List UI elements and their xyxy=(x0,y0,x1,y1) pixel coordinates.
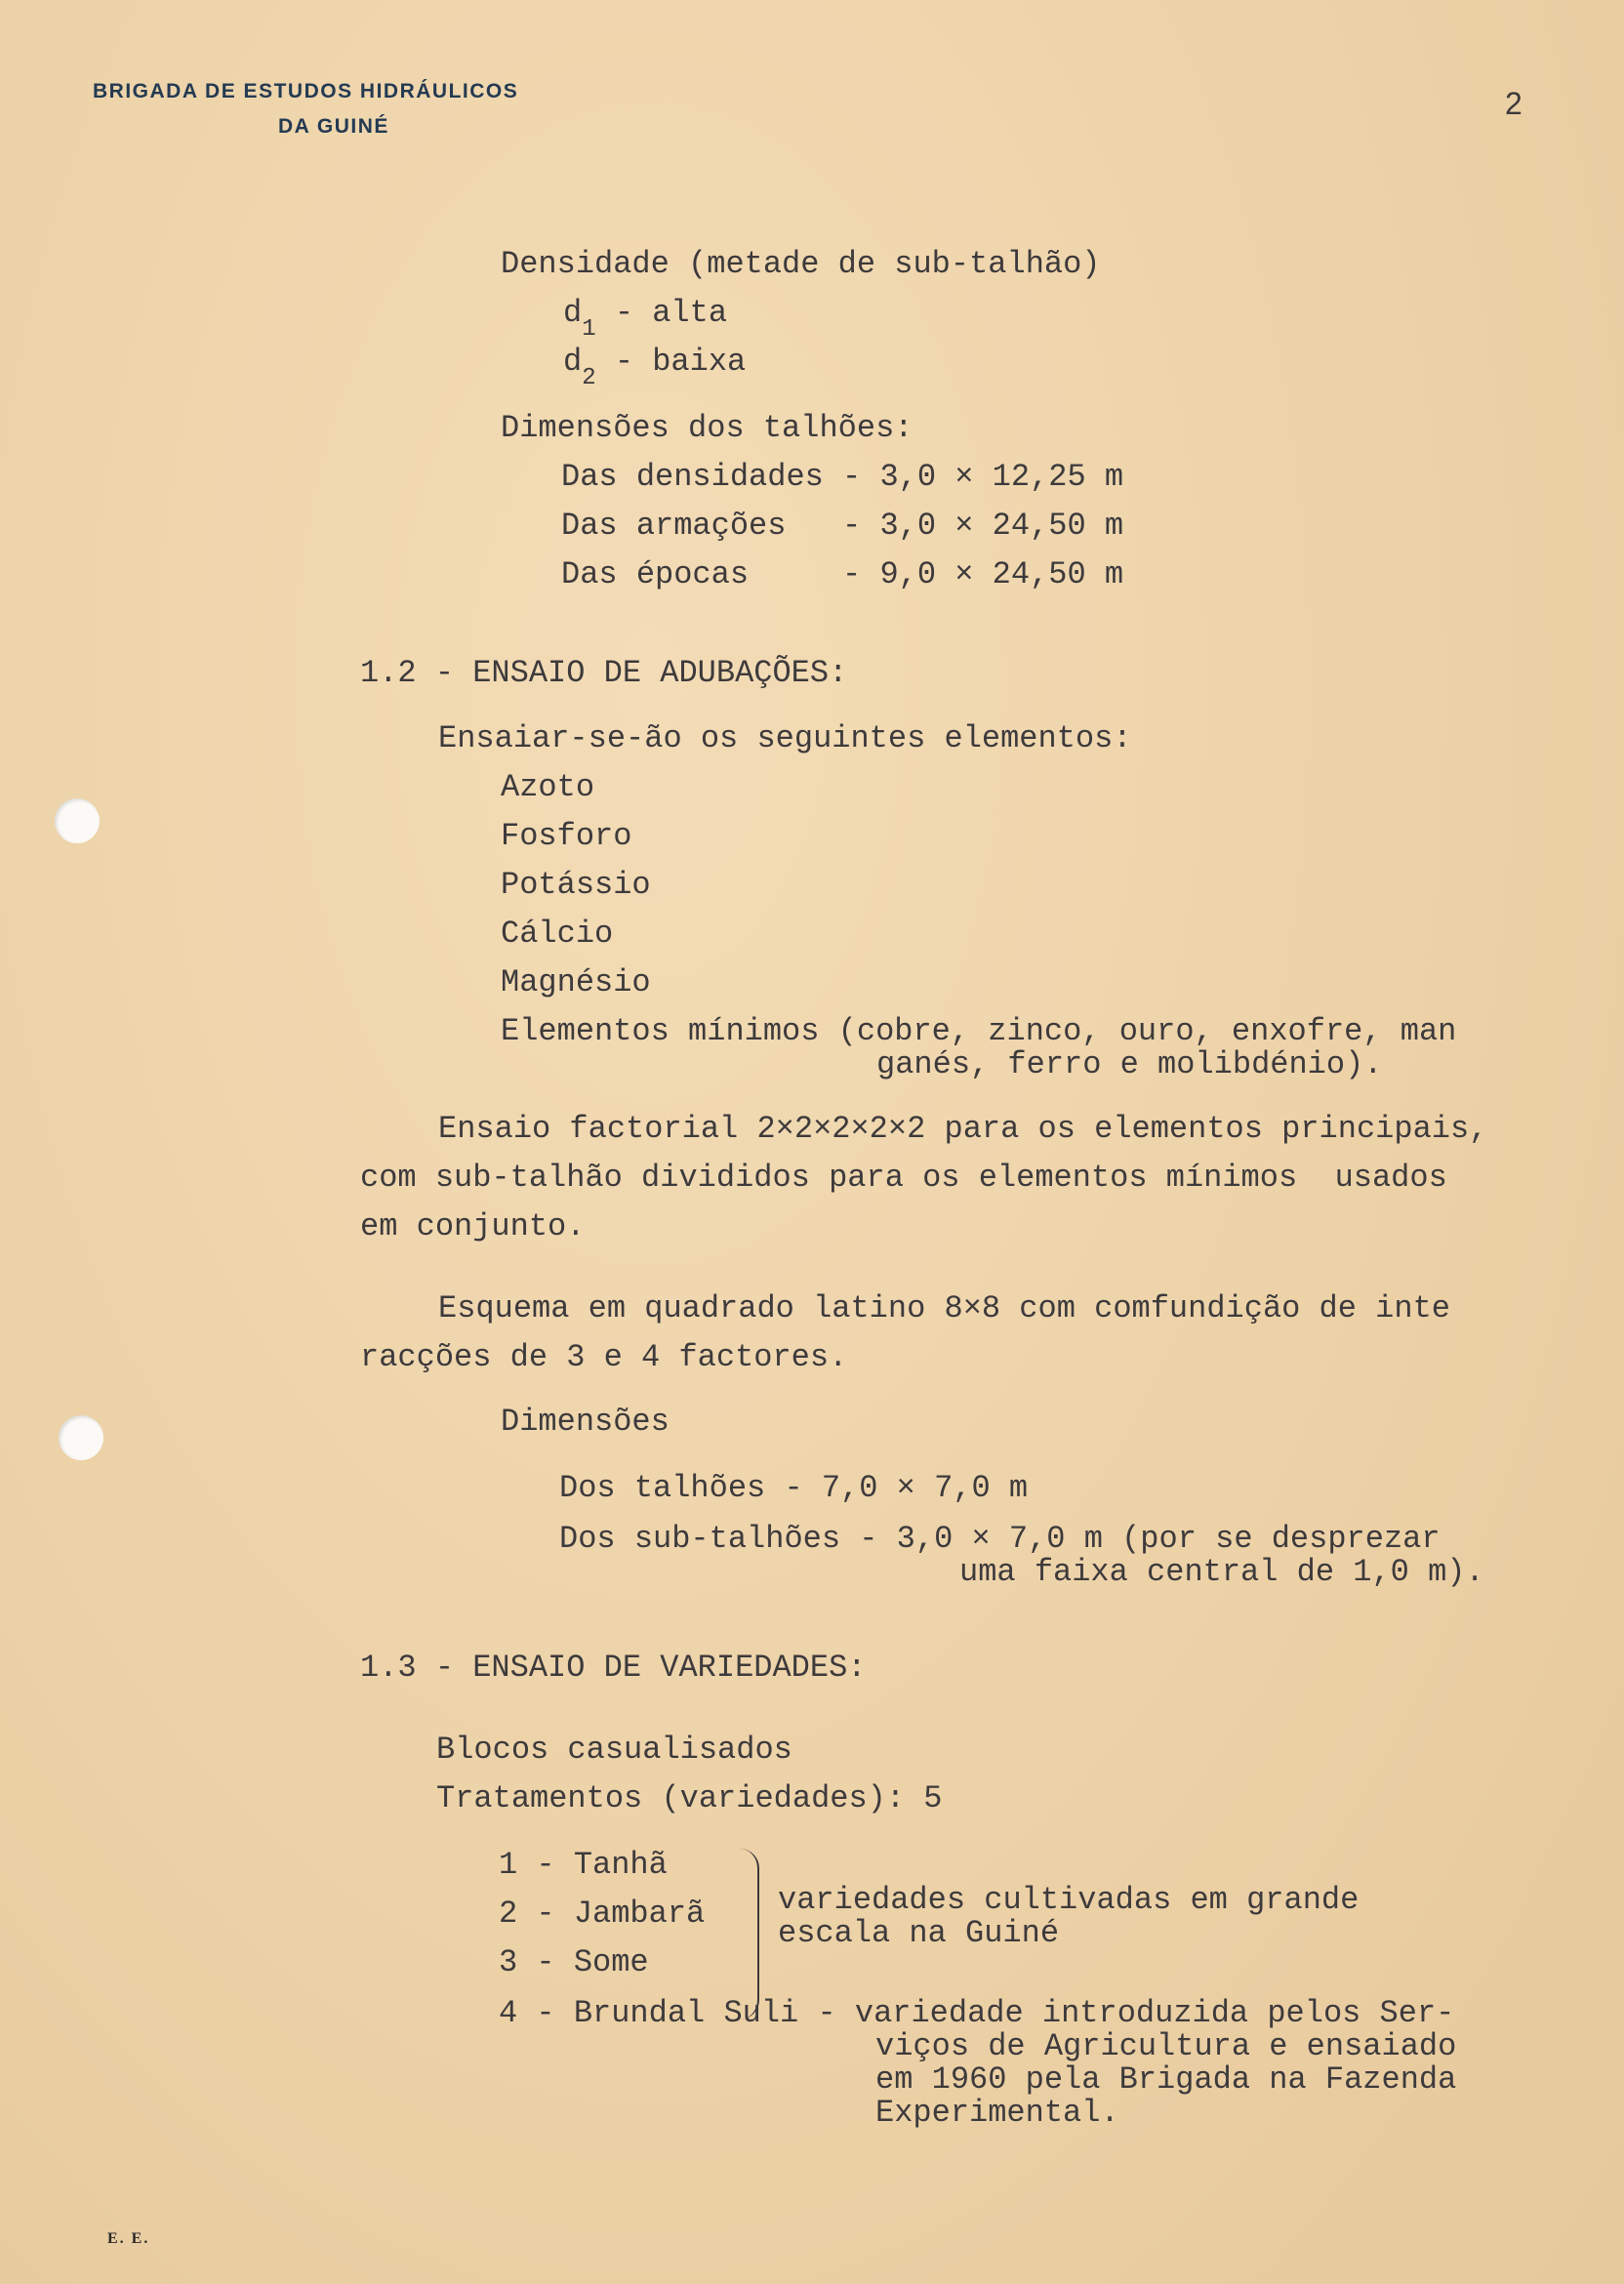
letterhead-line2: DA GUINÉ xyxy=(278,115,389,138)
variety-item: 2 - Jambarã xyxy=(499,1896,706,1932)
variety-4-description: em 1960 pela Brigada na Fazenda xyxy=(875,2061,1457,2098)
latin-square-line: racções de 3 e 4 factores. xyxy=(360,1339,848,1375)
section-heading-1-3: 1.3 - ENSAIO DE VARIEDADES: xyxy=(360,1650,867,1686)
density-title: Densidade (metade de sub-talhão) xyxy=(501,246,1101,282)
dimensions-title: Dimensões dos talhões: xyxy=(501,410,914,446)
density-d2: $d_2$ - baixa xyxy=(563,344,747,391)
factorial-line: Ensaio factorial 2×2×2×2×2 para os elementos principais, xyxy=(438,1111,1488,1147)
treatments-line: Tratamentos (variedades): 5 xyxy=(436,1780,943,1816)
variety-group-note: escala na Guiné xyxy=(778,1915,1060,1951)
dimension-row: Das densidades - 3,0 × 12,25 m xyxy=(561,459,1124,495)
density-d1: $d_1$ - alta xyxy=(563,295,728,343)
dimension-subtalhoes-cont: uma faixa central de 1,0 m). xyxy=(959,1554,1484,1590)
variety-item: 3 - Some xyxy=(499,1944,649,1980)
variety-group-note: variedades cultivadas em grande xyxy=(778,1882,1360,1918)
factorial-line: em conjunto. xyxy=(360,1208,586,1244)
element-item: Magnésio xyxy=(501,964,651,1000)
elements-minimos-cont: ganés, ferro e molibdénio). xyxy=(876,1046,1383,1082)
elements-minimos: Elementos mínimos (cobre, zinco, ouro, enxofre, man xyxy=(501,1013,1457,1049)
page-number: 2 xyxy=(1505,86,1522,121)
grouping-brace xyxy=(740,1849,759,2019)
variety-4-description: viços de Agricultura e ensaiado xyxy=(875,2028,1457,2064)
variety-4-description: Experimental. xyxy=(875,2095,1119,2131)
dimensions-subtitle: Dimensões xyxy=(501,1404,670,1440)
dimension-subtalhoes: Dos sub-talhões - 3,0 × 7,0 m (por se desprezar xyxy=(559,1521,1441,1557)
punch-hole xyxy=(59,1415,103,1460)
dimension-row: Das armações - 3,0 × 24,50 m xyxy=(561,508,1124,544)
footer-initials: E. E. xyxy=(107,2230,150,2247)
letterhead-line1: BRIGADA DE ESTUDOS HIDRÁULICOS xyxy=(93,80,519,102)
section-heading-1-2: 1.2 - ENSAIO DE ADUBAÇÕES: xyxy=(360,655,848,691)
variety-item: 1 - Tanhã xyxy=(499,1847,668,1883)
element-item: Cálcio xyxy=(501,916,614,952)
latin-square-line: Esquema em quadrado latino 8×8 com comfundição de inte xyxy=(438,1290,1450,1326)
dimension-talhoes: Dos talhões - 7,0 × 7,0 m xyxy=(559,1470,1029,1506)
blocks-line: Blocos casualisados xyxy=(436,1732,792,1768)
element-item: Potássio xyxy=(501,867,651,903)
variety-item-4: 4 - Brundal Suli - variedade introduzida pelos Ser- xyxy=(499,1995,1455,2031)
punch-hole xyxy=(55,798,100,843)
elements-intro: Ensaiar-se-ão os seguintes elementos: xyxy=(438,720,1132,756)
dimension-row: Das épocas - 9,0 × 24,50 m xyxy=(561,556,1124,592)
element-item: Fosforo xyxy=(501,818,632,854)
letterhead xyxy=(93,74,518,144)
element-item: Azoto xyxy=(501,769,595,805)
factorial-line: com sub-talhão divididos para os elementos mínimos usados xyxy=(360,1160,1447,1196)
